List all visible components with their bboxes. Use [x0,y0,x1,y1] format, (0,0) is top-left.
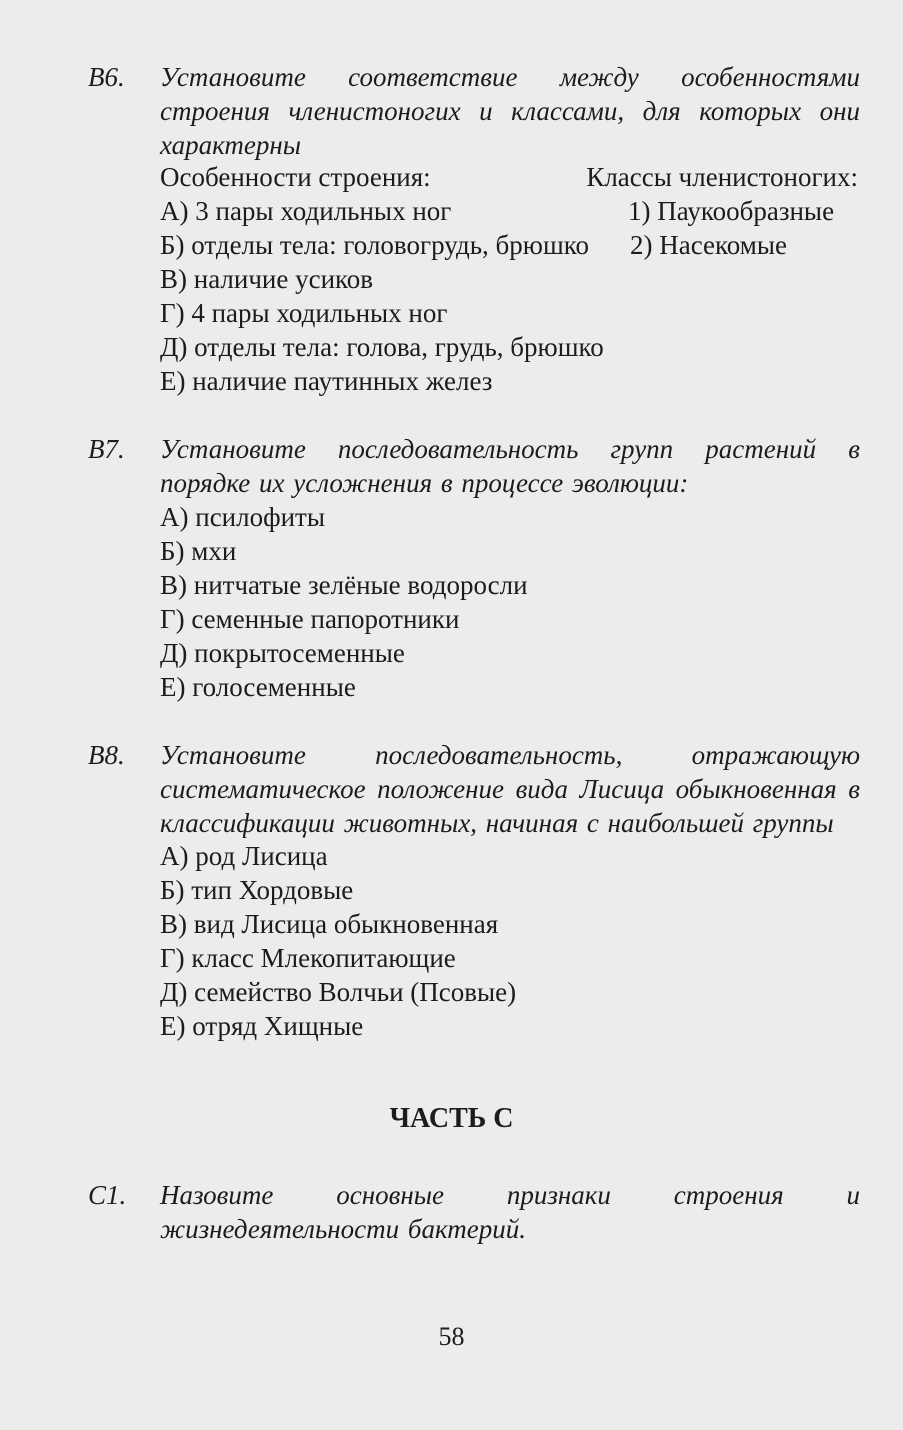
question-c1-number: С1. [88,1180,127,1210]
section-title: ЧАСТЬ С [389,1103,514,1134]
question-b7-option-b: Б) мхи [160,536,237,566]
question-b8-option-f: Е) отряд Хищные [160,1011,364,1041]
question-b7-number: В7. [88,434,125,464]
question-b6-class-1: 1) Паукообразные [628,196,835,226]
question-b8-number: В8. [88,740,125,770]
question-b8-text: Установите последовательность, отражающую систематическое положение вида Лисица обыкновенная в классификации животных, начиная с наибольшей группы [160,740,860,838]
question-b6-right-header: Классы членистоногих: [586,162,858,192]
question-b8-option-b: Б) тип Хордовые [160,875,354,905]
question-b6-number: В6. [88,62,125,92]
question-b6-option-e: Д) отделы тела: голова, грудь, брюшко [160,332,604,362]
question-b7-option-a: А) псилофиты [160,502,325,532]
question-b6-class-2: 2) Насекомые [630,230,787,260]
question-b6-option-c: В) наличие усиков [160,264,374,294]
page-number: 58 [438,1322,465,1351]
question-b7-option-c: В) нитчатые зелёные водоросли [160,570,528,600]
question-c1-text: Назовите основные признаки строения и жизнедеятельности бактерий. [160,1180,860,1244]
question-b6-left-header: Особенности строения: [160,162,431,192]
question-b6-option-b: Б) отделы тела: головогрудь, брюшко [160,230,590,260]
question-b7-option-e: Д) покрытосеменные [160,638,405,668]
question-b7-text: Установите последовательность групп растений в порядке их усложнения в процессе эволюции: [160,434,860,498]
question-b8-option-a: А) род Лисица [160,841,328,871]
question-b7-option-f: Е) голосеменные [160,672,356,702]
question-b8-option-d: Г) класс Млекопитающие [160,943,456,973]
question-b8-option-c: В) вид Лисица обыкновенная [160,909,499,939]
question-b6-option-f: Е) наличие паутинных желез [160,366,493,396]
question-b6-text: Установите соответствие между особенностями строения членистоногих и классами, для которых они характерны [160,62,860,160]
question-b8-option-e: Д) семейство Волчьи (Псовые) [160,977,517,1007]
question-b6-option-d: Г) 4 пары ходильных ног [160,298,448,328]
question-b7-option-d: Г) семенные папоротники [160,604,460,634]
question-b6-option-a: А) 3 пары ходильных ног [160,196,452,226]
